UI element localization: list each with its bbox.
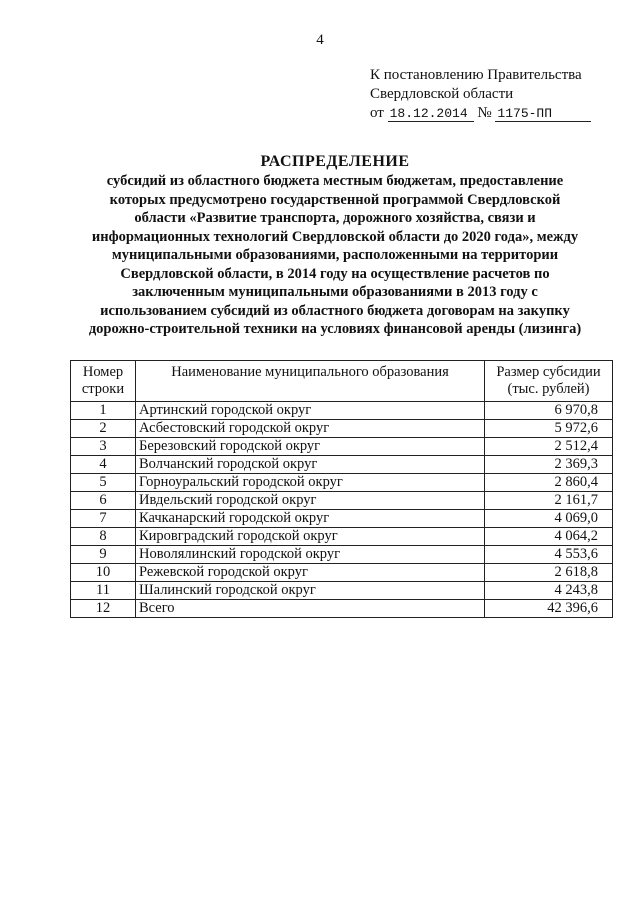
title-subtitle <box>70 172 600 339</box>
municipality-name: Режевской городской округ <box>136 564 485 582</box>
row-number: 6 <box>71 492 136 510</box>
subtitle-line: информационных технологий Свердловской области до 2020 года», между <box>91 228 579 245</box>
subsidy-amount: 4 243,8 <box>485 582 613 600</box>
row-number: 8 <box>71 528 136 546</box>
reference-date-number-line <box>370 104 591 123</box>
table-row <box>71 474 613 492</box>
row-number: 12 <box>71 600 136 618</box>
subsidy-table <box>70 360 613 618</box>
document-number: 1175-ПП <box>495 107 591 122</box>
table-row <box>71 546 613 564</box>
table-row <box>71 420 613 438</box>
date-prefix: от <box>370 105 384 121</box>
table-header-row <box>71 361 613 402</box>
table-row <box>71 510 613 528</box>
row-number: 2 <box>71 420 136 438</box>
municipality-name: Шалинский городской округ <box>136 582 485 600</box>
table-total-row <box>71 600 613 618</box>
header-row-number-line-2: строки <box>81 381 125 397</box>
row-number: 9 <box>71 546 136 564</box>
municipality-name: Качканарский городской округ <box>136 510 485 528</box>
row-number: 7 <box>71 510 136 528</box>
reference-line-1: К постановлению Правительства <box>370 67 582 83</box>
municipality-name: Новолялинский городской округ <box>136 546 485 564</box>
table-row <box>71 438 613 456</box>
subsidy-amount: 4 069,0 <box>485 510 613 528</box>
document-title <box>70 152 600 339</box>
header-subsidy-line-2: (тыс. рублей) <box>507 381 590 397</box>
row-number: 11 <box>71 582 136 600</box>
municipality-name: Артинский городской округ <box>136 402 485 420</box>
subsidy-amount: 2 860,4 <box>485 474 613 492</box>
subsidy-amount: 6 970,8 <box>485 402 613 420</box>
subsidy-amount: 2 161,7 <box>485 492 613 510</box>
header-municipality-name: Наименование муниципального образования <box>136 361 485 402</box>
subtitle-line: дорожно-строительной техники на условиях финансовой аренды (лизинга) <box>88 321 582 337</box>
row-number: 10 <box>71 564 136 582</box>
header-subsidy-line-1: Размер субсидии <box>496 364 601 380</box>
subsidy-amount: 2 369,3 <box>485 456 613 474</box>
row-number: 4 <box>71 456 136 474</box>
total-amount: 42 396,6 <box>485 600 613 618</box>
subtitle-line: использованием субсидий из областного бюджета договорам на закупку <box>100 302 570 319</box>
table-row <box>71 582 613 600</box>
municipality-name: Кировградский городской округ <box>136 528 485 546</box>
reference-line-2: Свердловской области <box>370 86 514 102</box>
number-prefix: № <box>477 105 492 121</box>
document-date: 18.12.2014 <box>388 107 474 122</box>
header-subsidy-amount <box>485 361 613 402</box>
municipality-name: Ивдельский городской округ <box>136 492 485 510</box>
subtitle-line: заключенным муниципальными образованиями в 2013 году с <box>132 284 538 300</box>
subsidy-amount: 2 618,8 <box>485 564 613 582</box>
table-row <box>71 564 613 582</box>
subsidy-amount: 4 064,2 <box>485 528 613 546</box>
subtitle-line: муниципальными образованиями, расположенными на территории <box>111 247 559 263</box>
table-row <box>71 402 613 420</box>
subsidy-amount: 4 553,6 <box>485 546 613 564</box>
subtitle-line: Свердловской области, в 2014 году на осуществление расчетов по <box>120 265 550 282</box>
municipality-name: Горноуральский городской округ <box>136 474 485 492</box>
municipality-name: Асбестовский городской округ <box>136 420 485 438</box>
subtitle-line: которых предусмотрено государственной программой Свердловской <box>109 191 561 208</box>
table-row <box>71 492 613 510</box>
municipality-name: Волчанский городской округ <box>136 456 485 474</box>
header-row-number <box>71 361 136 402</box>
title-main: РАСПРЕДЕЛЕНИЕ <box>260 153 410 170</box>
row-number: 3 <box>71 438 136 456</box>
municipality-name: Березовский городской округ <box>136 438 485 456</box>
row-number: 1 <box>71 402 136 420</box>
subsidy-amount: 2 512,4 <box>485 438 613 456</box>
subsidy-amount: 5 972,6 <box>485 420 613 438</box>
header-row-number-line-1: Номер <box>82 364 124 380</box>
table-row <box>71 528 613 546</box>
document-reference <box>370 66 591 123</box>
row-number: 5 <box>71 474 136 492</box>
subtitle-line: субсидий из областного бюджета местным бюджетам, предоставление <box>106 173 564 189</box>
subtitle-line: области «Развитие транспорта, дорожного хозяйства, связи и <box>134 210 536 226</box>
total-label: Всего <box>136 600 485 618</box>
page-number: 4 <box>316 32 324 48</box>
table-row <box>71 456 613 474</box>
